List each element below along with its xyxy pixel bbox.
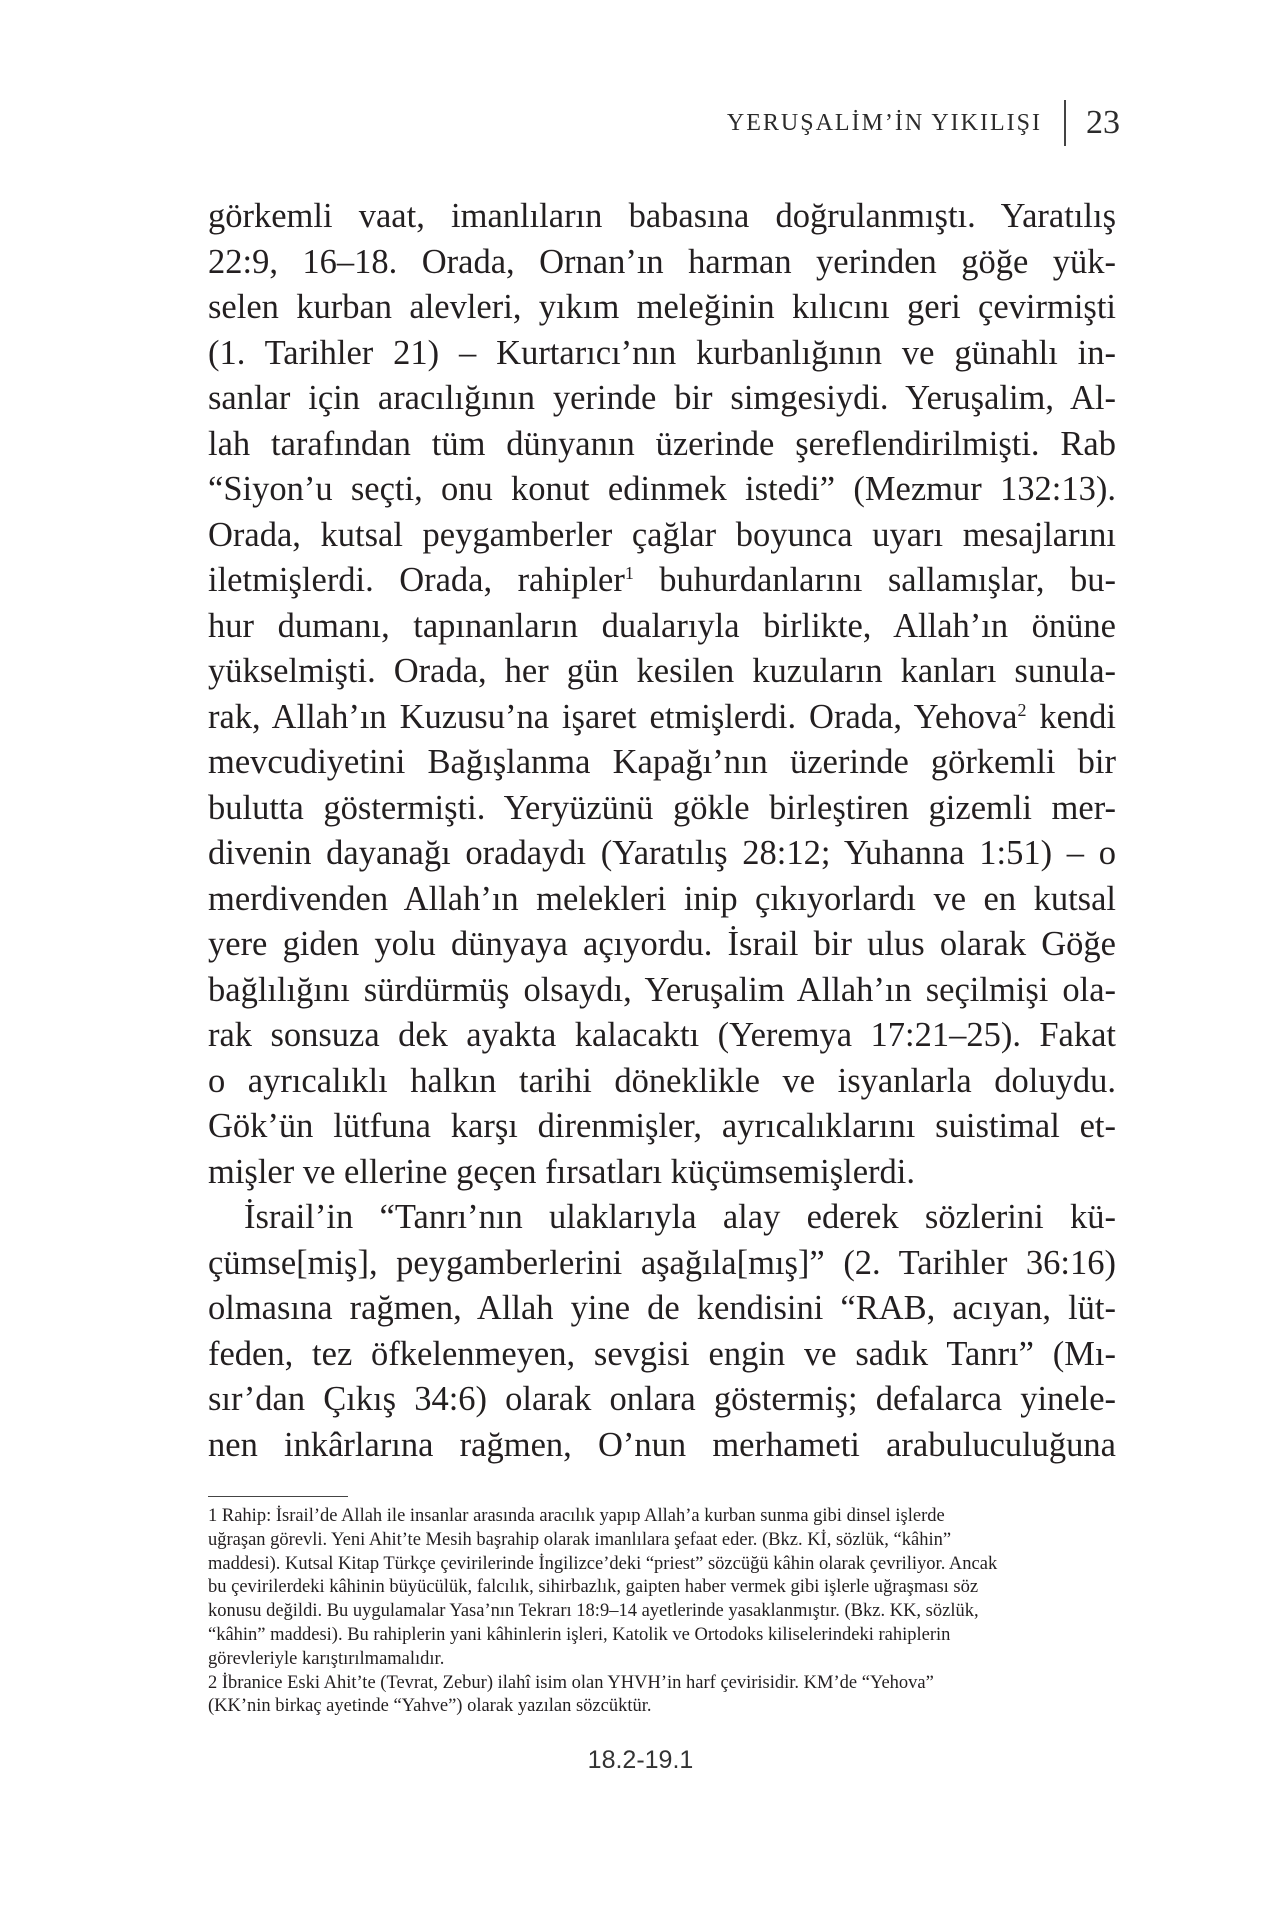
- paragraph-2: [208, 1195, 1116, 1468]
- footnote-line: konusu değildi. Bu uygulamalar Yasa’nın Tekrarı 18:9–14 ayetlerinde yasaklanmıştır. (Bkz. KK, sözlük,: [208, 1601, 979, 1622]
- text-line: hur dumanı, tapınanların dualarıyla birlikte, Allah’ın önüne: [208, 606, 1116, 645]
- text-line: bulutta göstermişti. Yeryüzünü gökle birleştiren gizemli mer-: [208, 788, 1116, 827]
- text-line: çümse[miş], peygamberlerini aşağıla[mış]” (2. Tarihler 36:16): [208, 1243, 1116, 1282]
- text-line: selen kurban alevleri, yıkım meleğinin kılıcını geri çevirmişti: [208, 288, 1116, 326]
- text-line: divenin dayanağı oradaydı (Yaratılış 28:12; Yuhanna 1:51) – o: [208, 834, 1116, 872]
- text-line: Gök’ün lütfuna karşı direnmişler, ayrıcalıklarını suistimal et-: [208, 1107, 1116, 1145]
- text-line: yükselmişti. Orada, her gün kesilen kuzuların kanları sunula-: [208, 652, 1116, 690]
- footnote-line: bu çevirilerdeki kâhinin büyücülük, falcılık, sihirbazlık, gaipten haber vermek gibi işlerle uğraşması söz: [208, 1577, 979, 1598]
- page-header: [727, 100, 1120, 146]
- text-line: lah tarafından tüm dünyanın üzerinde şereflendirilmişti. Rab: [208, 424, 1116, 463]
- footnote-divider: [208, 1496, 348, 1497]
- text-line: o ayrıcalıklı halkın tarihi döneklikle ve isyanlarla doluydu.: [208, 1061, 1116, 1100]
- text-line: mişler ve ellerine geçen fırsatları küçümsemişlerdi.: [208, 1152, 915, 1191]
- footnote-line: 2 İbranice Eski Ahit’te (Tevrat, Zebur) ilahî isim olan YHVH’in harf çevirisidir. KM’de “Yehova”: [208, 1672, 934, 1693]
- header-divider: [1064, 100, 1066, 146]
- body-text: [208, 194, 1116, 1468]
- text-line: merdivenden Allah’ın melekleri inip çıkıyorlardı ve en kutsal: [208, 879, 1116, 918]
- text-line: feden, tez öfkelenmeyen, sevgisi engin ve sadık Tanrı” (Mı-: [208, 1334, 1116, 1373]
- footnote-line: uğraşan görevli. Yeni Ahit’te Mesih başrahip olarak imanlılara şefaat eder. (Bkz. Kİ, sözlük, “kâhin”: [208, 1529, 952, 1550]
- paragraph-1: [208, 194, 1116, 1195]
- text-line: Orada, kutsal peygamberler çağlar boyunca uyarı mesajlarını: [208, 515, 1116, 554]
- footnote-line: maddesi). Kutsal Kitap Türkçe çevirilerinde İngilizce’deki “priest” sözcüğü kâhin olarak çevriliyor. Ancak: [208, 1553, 998, 1574]
- text-fragment: kendi: [1026, 697, 1116, 736]
- text-line: [208, 695, 1116, 741]
- text-line: 22:9, 16–18. Orada, Ornan’ın harman yerinden göğe yük-: [208, 242, 1116, 281]
- text-fragment: buhurdanlarını sallamışlar, bu-: [633, 561, 1116, 599]
- footnote-ref-1[interactable]: 1: [624, 563, 634, 583]
- footnote-line: 1 Rahip: İsrail’de Allah ile insanlar arasında aracılık yapıp Allah’a kurban sunma gibi dinsel işlerde: [208, 1506, 945, 1526]
- text-line: “Siyon’u seçti, onu konut edinmek istedi” (Mezmur 132:13).: [208, 470, 1116, 508]
- text-line: sanlar için aracılığının yerinde bir simgesiydi. Yeruşalim, Al-: [208, 379, 1116, 417]
- running-head: YERUŞALİM’İN YIKILIŞI: [726, 109, 1042, 136]
- page-number: 23: [1086, 104, 1120, 141]
- footnote-line: görevleriyle karıştırılmamalıdır.: [208, 1648, 445, 1669]
- text-line: nen inkârlarına rağmen, O’nun merhameti arabuluculuğuna: [208, 1425, 1116, 1464]
- text-line: rak sonsuza dek ayakta kalacaktı (Yeremya 17:21–25). Fakat: [208, 1016, 1116, 1054]
- text-line: bağlılığını sürdürmüş olsaydı, Yeruşalim Allah’ın seçilmişi ola-: [208, 970, 1116, 1009]
- text-line: sır’dan Çıkış 34:6) olarak onlara göstermiş; defalarca yinele-: [208, 1380, 1116, 1418]
- text-fragment: iletmişlerdi. Orada, rahipler: [208, 561, 625, 599]
- footnote-line: (KK’nin birkaç ayetinde “Yahve”) olarak yazılan sözcüktür.: [208, 1696, 652, 1717]
- print-code: 18.2-19.1: [587, 1746, 694, 1774]
- text-line: olmasına rağmen, Allah yine de kendisini “RAB, acıyan, lüt-: [208, 1289, 1116, 1327]
- footnotes: [208, 1505, 1088, 1719]
- text-line: İsrail’in “Tanrı’nın ulaklarıyla alay ederek sözlerini kü-: [244, 1198, 1116, 1236]
- footnote-line: “kâhin” maddesi). Bu rahiplerin yani kâhinlerin işleri, Katolik ve Ortodoks kiliselerindeki rahiplerin: [208, 1624, 951, 1645]
- text-fragment: rak, Allah’ın Kuzusu’na işaret etmişlerdi. Orada, Yehova: [208, 697, 1018, 736]
- text-line: yere giden yolu dünyaya açıyordu. İsrail bir ulus olarak Göğe: [208, 925, 1116, 963]
- text-line: [208, 558, 1116, 604]
- text-line: mevcudiyetini Bağışlanma Kapağı’nın üzerinde görkemli bir: [208, 743, 1116, 781]
- footnote-ref-2[interactable]: 2: [1017, 699, 1027, 720]
- text-line: görkemli vaat, imanlıların babasına doğrulanmıştı. Yaratılış: [208, 197, 1116, 235]
- text-line: (1. Tarihler 21) – Kurtarıcı’nın kurbanlığının ve günahlı in-: [208, 333, 1116, 372]
